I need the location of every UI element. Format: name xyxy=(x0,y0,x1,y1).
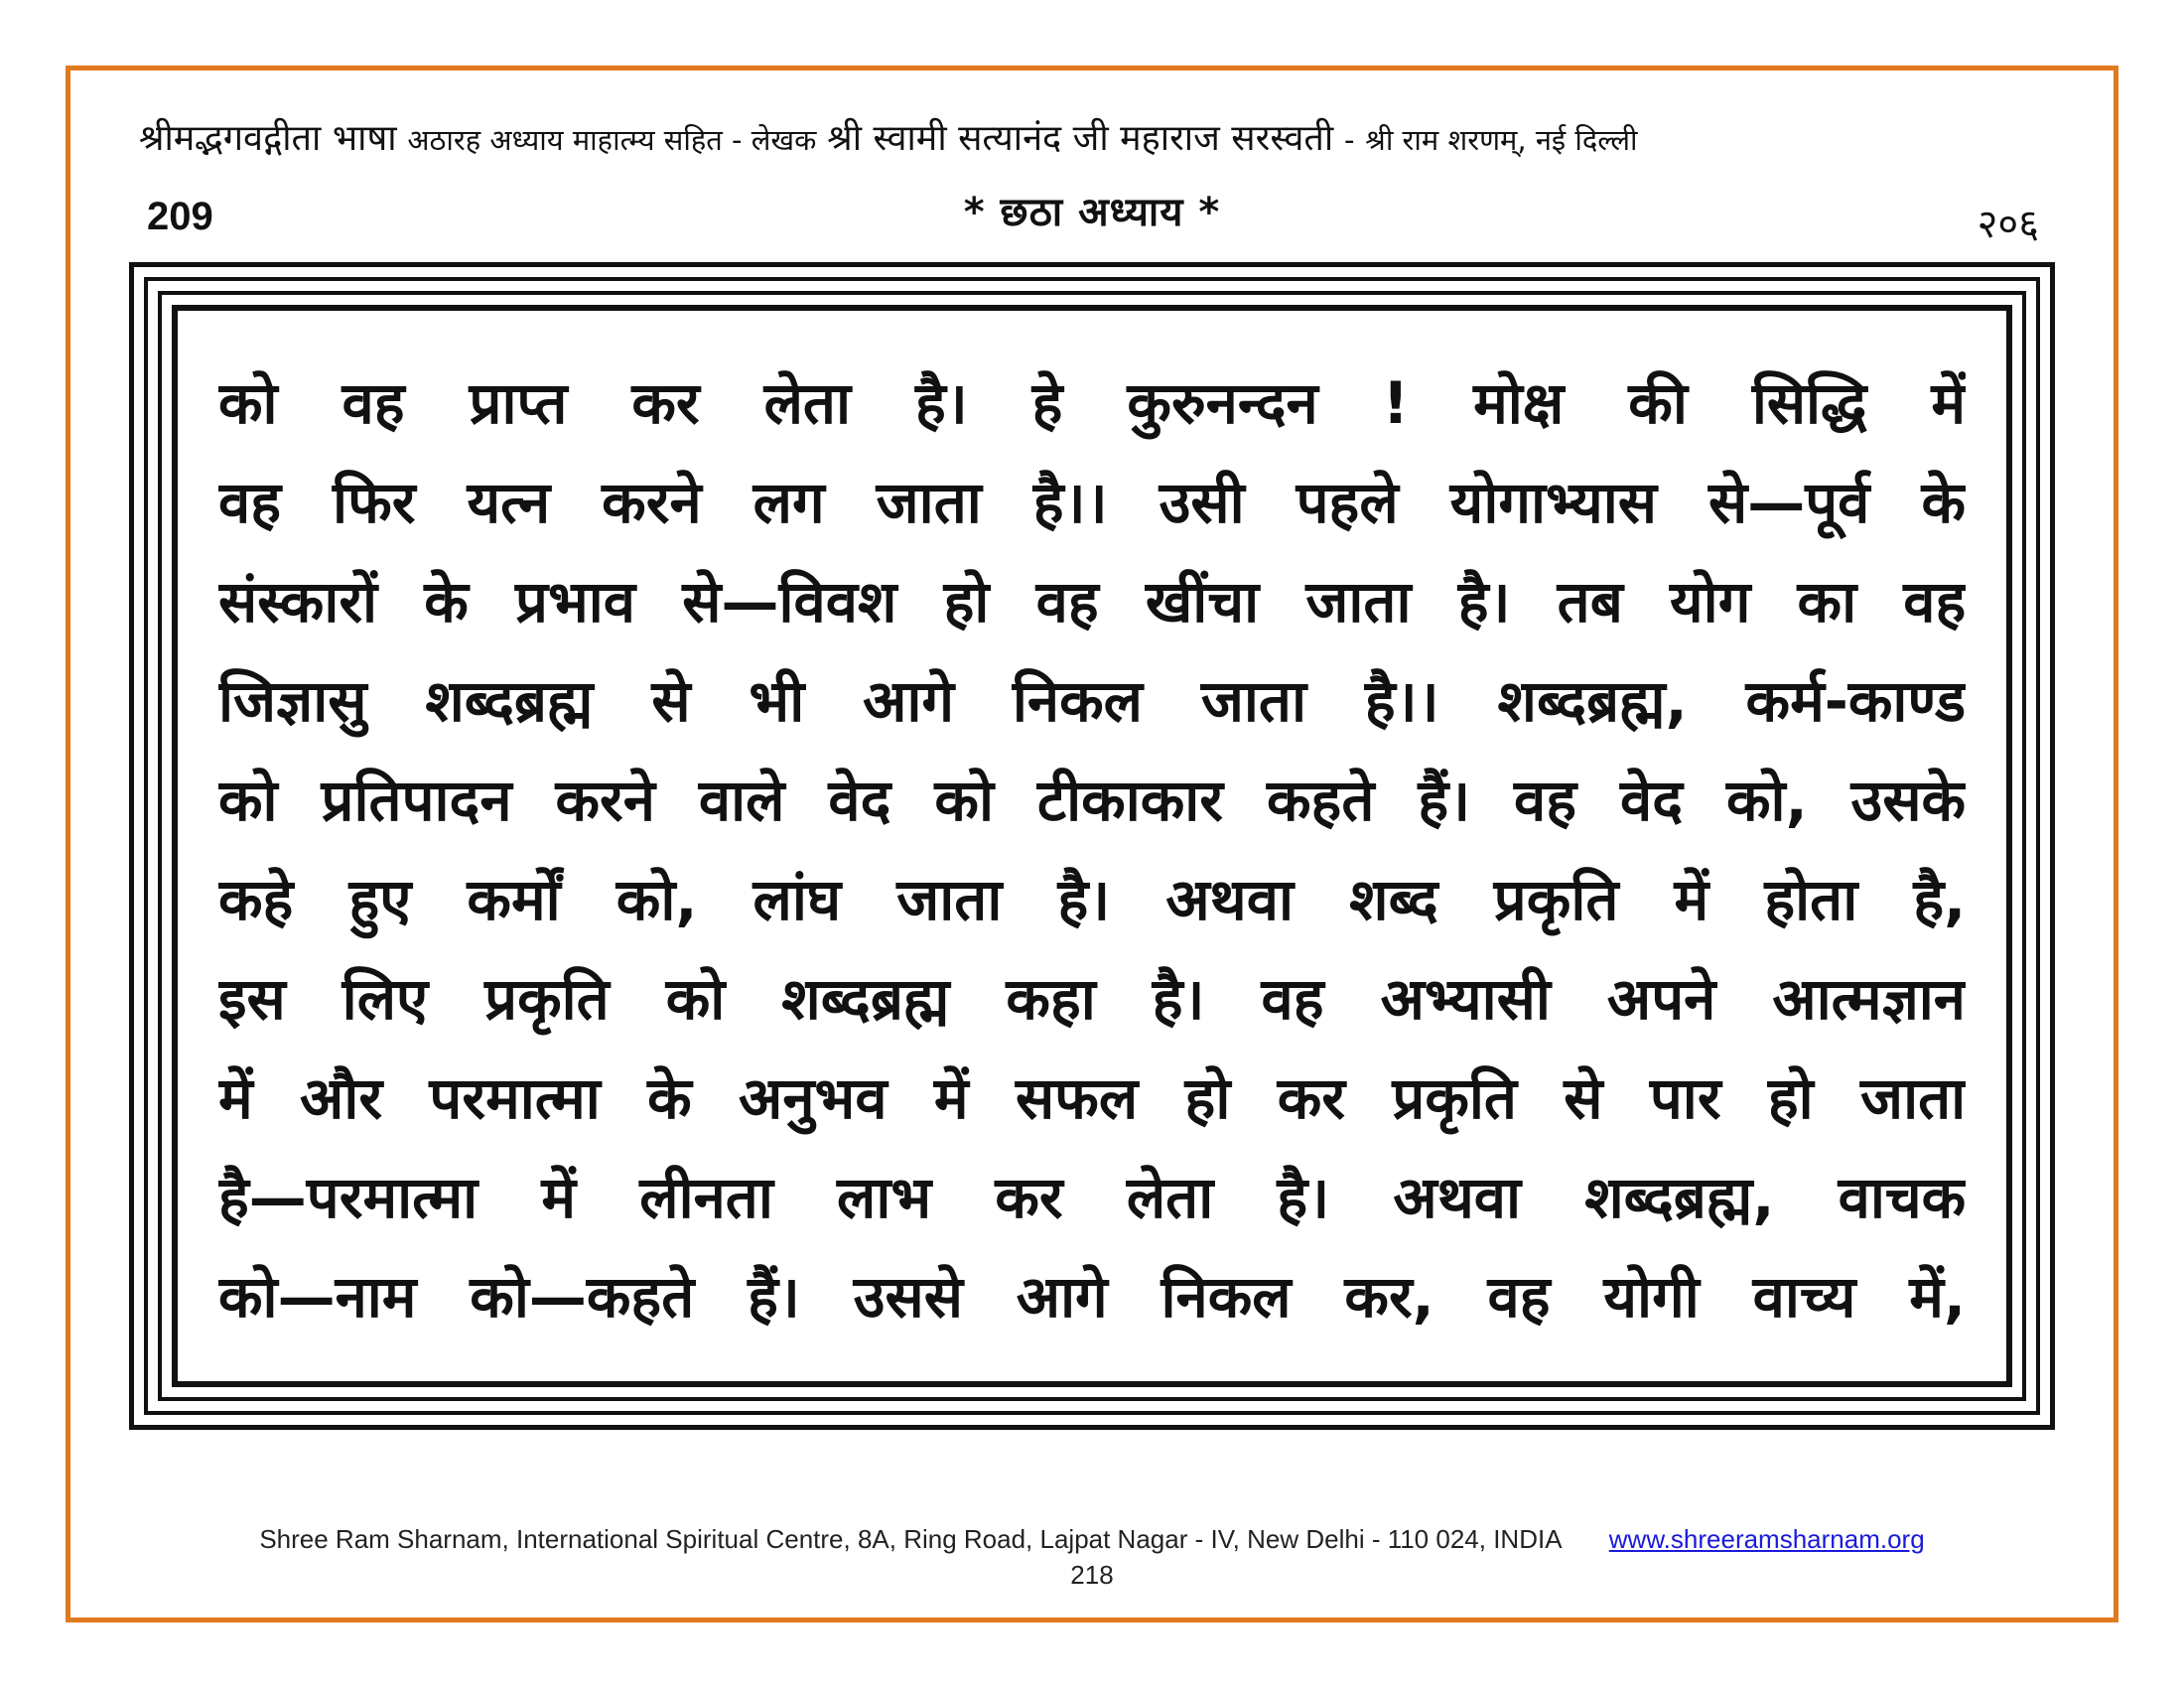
chapter-title: * छठा अध्याय * xyxy=(963,190,1221,235)
page-footer xyxy=(0,1521,2184,1593)
text-line: को—नाम को—कहते हैं। उससे आगे निकल कर, वह योगी वाच्य में, xyxy=(218,1263,1966,1331)
book-subtitle: अठारह अध्याय माहात्म्य सहित - लेखक xyxy=(407,123,817,157)
website-link[interactable]: www.shreeramsharnam.org xyxy=(1608,1524,1925,1554)
author-name: श्री स्वामी सत्यानंद जी महाराज सरस्वती xyxy=(827,118,1334,159)
book-title: श्रीमद्भगवद्गीता भाषा xyxy=(139,118,397,159)
text-line: है—परमात्मा में लीनता लाभ कर लेता है। अथवा शब्दब्रह्म, वाचक xyxy=(218,1164,1966,1231)
text-line: को प्रतिपादन करने वाले वेद को टीकाकार कहते हैं। वह वेद को, उसके xyxy=(218,767,1966,834)
text-line: कहे हुए कर्मों को, लांघ जाता है। अथवा शब्द प्रकृति में होता है, xyxy=(218,866,1966,933)
footer-address: Shree Ram Sharnam, International Spiritual Centre, 8A, Ring Road, Lajpat Nagar - IV, New Delhi - 110 024, INDIA xyxy=(259,1524,1563,1554)
pdf-page-number: 218 xyxy=(1070,1560,1114,1590)
page-number-left: 209 xyxy=(147,195,213,238)
body-text xyxy=(218,353,1966,1346)
text-line: में और परमात्मा के अनुभव में सफल हो कर प्रकृति से पार हो जाता xyxy=(218,1064,1966,1132)
header-separator: - xyxy=(1344,123,1355,157)
running-header xyxy=(139,117,2065,162)
text-line: को वह प्राप्त कर लेता है। हे कुरुनन्दन ! मोक्ष की सिद्धि में xyxy=(218,369,1966,437)
text-line: इस लिए प्रकृति को शब्दब्रह्म कहा है। वह अभ्यासी अपने आत्मज्ञान xyxy=(218,965,1966,1033)
text-line: जिज्ञासु शब्दब्रह्म से भी आगे निकल जाता है।। शब्दब्रह्म, कर्म-काण्ड xyxy=(218,667,1966,735)
page-number-right: २०६ xyxy=(1977,202,2039,247)
text-line: वह फिर यत्न करने लग जाता है।। उसी पहले योगाभ्यास से—पूर्व के xyxy=(218,469,1966,536)
text-line: संस्कारों के प्रभाव से—विवश हो वह खींचा जाता है। तब योग का वह xyxy=(218,568,1966,635)
publisher-name: श्री राम शरणम्, नई दिल्ली xyxy=(1365,123,1638,157)
